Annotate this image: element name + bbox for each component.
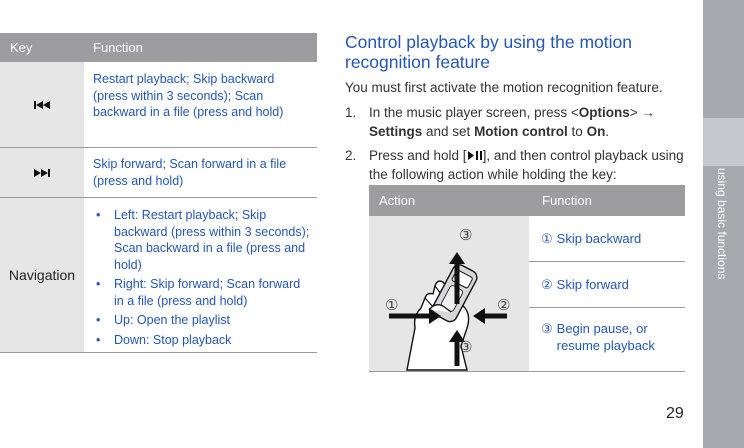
- table-row: [0, 198, 317, 353]
- section-title: Control playback by using the motion recognition feature: [345, 32, 632, 72]
- row-number: ②: [541, 277, 553, 292]
- key-cell: [0, 62, 84, 147]
- list-item: • Up: Open the playlist: [93, 312, 311, 329]
- marker-2: ②: [497, 296, 511, 314]
- step-text: In the music player screen, press <Options> → Settings and set Motion control to On.: [369, 105, 655, 139]
- row-number: ①: [541, 231, 553, 246]
- row-number: ③: [541, 321, 553, 336]
- action-table-body: [369, 216, 685, 372]
- step-2: [345, 147, 690, 184]
- hand-phone-motion-illustration: [369, 216, 529, 372]
- step-number: 2.: [345, 148, 357, 163]
- action-function-table: [369, 185, 685, 372]
- step-1: [345, 104, 690, 141]
- table-row: [529, 262, 685, 308]
- marker-3-top: ③: [459, 226, 473, 244]
- step-text: Press and hold [ ], and then control playback using the following action while holding the key:: [369, 148, 684, 182]
- intro-text: You must first activate the motion recognition feature.: [345, 80, 663, 95]
- table-row: [529, 308, 685, 371]
- table-row: [0, 148, 317, 198]
- function-cell: Restart playback; Skip backward (press within 3 seconds); Scan backward in a file (press and hold): [93, 72, 284, 119]
- function-column-header: Function: [542, 193, 592, 208]
- list-item: • Right: Skip forward; Scan forward in a file (press and hold): [93, 276, 311, 309]
- key-column-header: Key: [10, 40, 33, 55]
- action-column-header: Action: [379, 193, 416, 208]
- key-table-header: [0, 33, 317, 62]
- key-cell-navigation: Navigation: [0, 198, 84, 352]
- list-item: • Left: Restart playback; Skip backward (press within 3 seconds); Scan backward in a file (press and hold): [93, 207, 311, 273]
- action-functions: [529, 216, 685, 371]
- function-cell: Skip forward; Scan forward in a file (press and hold): [93, 157, 287, 188]
- key-function-table: [0, 33, 317, 353]
- row-label: Begin pause, or resume playback: [556, 321, 655, 353]
- play-pause-icon: [467, 150, 483, 161]
- key-cell: [0, 148, 84, 197]
- side-tab-label: using basic functions: [715, 168, 729, 280]
- function-cell: [84, 198, 317, 352]
- list-item: • Down: Stop playback: [93, 332, 311, 349]
- table-row: [0, 62, 317, 148]
- action-table-header: [369, 185, 685, 216]
- navigation-bullet-list: [93, 207, 311, 348]
- page-number: 29: [666, 405, 684, 422]
- side-tab-highlight: [703, 118, 744, 166]
- table-row: [529, 216, 685, 262]
- marker-1: ①: [385, 296, 399, 314]
- skip-forward-icon: [33, 168, 51, 178]
- function-column-header: Function: [93, 40, 143, 55]
- marker-3-bottom: ③: [459, 338, 473, 356]
- row-label: Skip backward: [556, 231, 642, 246]
- step-number: 1.: [345, 105, 357, 120]
- row-label: Skip forward: [556, 277, 629, 292]
- skip-back-icon: [33, 100, 51, 110]
- motion-illustration: [369, 216, 529, 371]
